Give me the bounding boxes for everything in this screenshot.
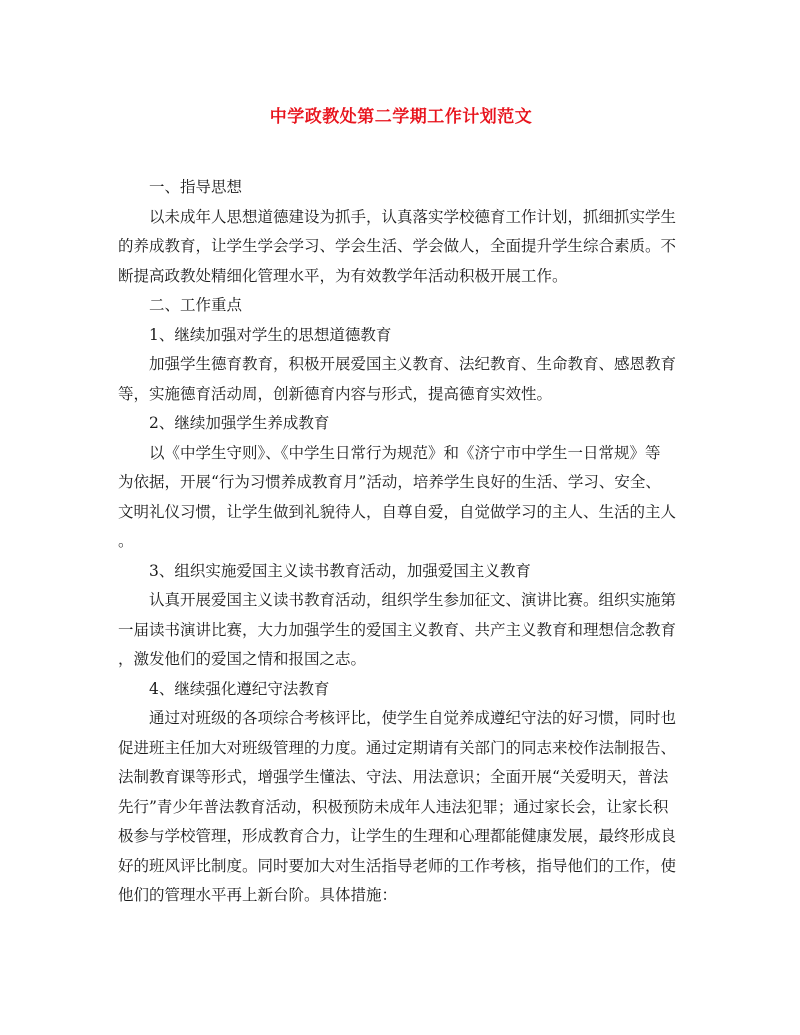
text-line: 先行”青少年普法教育活动，积极预防未成年人违法犯罪；通过家长会，让家长积 bbox=[118, 797, 669, 816]
text-line: 以《中学生守则》、《中学生日常行为规范》和《济宁市中学生一日常规》等 bbox=[149, 443, 661, 462]
text-line: 的养成教育，让学生学会学习、学会生活、学会做人，全面提升学生综合素质。不 bbox=[118, 237, 677, 255]
text-line: 认真开展爱国主义读书教育活动，组织学生参加征文、演讲比赛。组织实施第 bbox=[149, 591, 677, 609]
text-line: 一、指导思想 bbox=[149, 178, 243, 196]
document-title: 中学政教处第二学期工作计划范文 bbox=[269, 107, 533, 127]
text-line: 法制教育课等形式，增强学生懂法、守法、用法意识；全面开展“关爱明天，普法 bbox=[118, 768, 669, 786]
text-line: 一届读书演讲比赛，大力加强学生的爱国主义教育、共产主义教育和理想信念教育 bbox=[118, 620, 677, 639]
text-line: 3、组织实施爱国主义读书教育活动，加强爱国主义教育 bbox=[149, 561, 531, 580]
document-page bbox=[118, 105, 684, 911]
text-line: 以未成年人思想道德建设为抓手，认真落实学校德育工作计划，抓细抓实学生 bbox=[149, 207, 677, 226]
text-line: 极参与学校管理，形成教育合力，让学生的生理和心理都能健康发展，最终形成良 bbox=[118, 827, 677, 845]
text-line: 等，实施德育活动周，创新德育内容与形式，提高德育实效性。 bbox=[118, 384, 553, 403]
text-line: 他们的管理水平再上新台阶。具体措施： bbox=[118, 886, 398, 904]
text-line: 为依据，开展“行为习惯养成教育月”活动，培养学生良好的生活、学习、安全、 bbox=[118, 473, 661, 491]
text-line: 断提高政教处精细化管理水平，为有效教学年活动积极开展工作。 bbox=[118, 266, 568, 285]
text-line: 通过对班级的各项综合考核评比，使学生自觉养成遵纪守法的好习惯，同时也 bbox=[149, 709, 677, 727]
text-line: 加强学生德育教育，积极开展爱国主义教育、法纪教育、生命教育、感恩教育 bbox=[149, 355, 677, 373]
document-body bbox=[118, 173, 684, 911]
text-line: 促进班主任加大对班级管理的力度。通过定期请有关部门的同志来校作法制报告、 bbox=[118, 738, 677, 757]
text-line: 好的班风评比制度。同时要加大对生活指导老师的工作考核，指导他们的工作，使 bbox=[118, 856, 677, 875]
text-line: 二、工作重点 bbox=[149, 296, 243, 314]
text-line: 。 bbox=[118, 532, 134, 550]
text-line: ，激发他们的爱国之情和报国之志。 bbox=[118, 650, 367, 668]
text-line: 1、继续加强对学生的思想道德教育 bbox=[149, 325, 392, 344]
text-line: 文明礼仪习惯，让学生做到礼貌待人，自尊自爱，自觉做学习的主人、生活的主人 bbox=[118, 502, 677, 521]
text-line: 4、继续强化遵纪守法教育 bbox=[149, 679, 330, 698]
text-line: 2、继续加强学生养成教育 bbox=[149, 414, 330, 432]
